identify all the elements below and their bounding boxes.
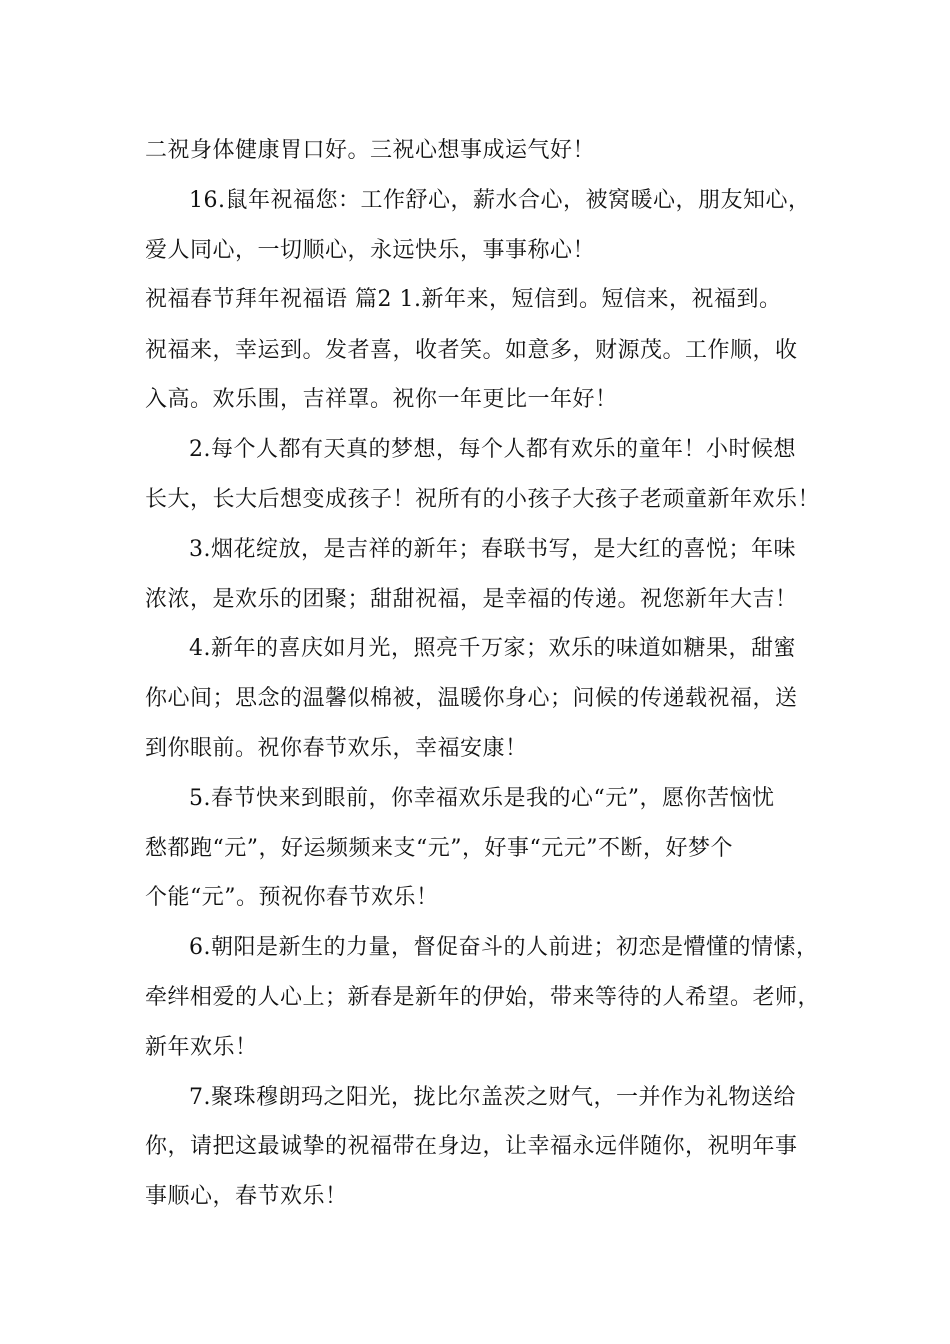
text-line: 愁都跑“元”，好运频频来支“元”，好事“元元”不断，好梦个 bbox=[145, 836, 733, 861]
text-line: 到你眼前。祝你春节欢乐，幸福安康！ bbox=[145, 736, 528, 761]
text-line: 长大，长大后想变成孩子！祝所有的小孩子大孩子老顽童新年欢乐！ bbox=[145, 487, 821, 512]
text-line: 16.鼠年祝福您：工作舒心，薪水合心，被窝暖心，朋友知心， bbox=[189, 188, 811, 213]
text-line: 二祝身体健康胃口好。三祝心想事成运气好！ bbox=[145, 138, 596, 163]
text-line: 6.朝阳是新生的力量，督促奋斗的人前进；初恋是懵懂的情愫， bbox=[189, 935, 819, 960]
text-line: 事顺心，春节欢乐！ bbox=[145, 1184, 348, 1209]
text-line: 4.新年的喜庆如月光，照亮千万家；欢乐的味道如糖果，甜蜜 bbox=[189, 636, 796, 661]
text-line: 7.聚珠穆朗玛之阳光，拢比尔盖茨之财气，一并作为礼物送给 bbox=[189, 1085, 796, 1110]
text-line: 牵绊相爱的人心上；新春是新年的伊始，带来等待的人希望。老师， bbox=[145, 985, 821, 1010]
text-line: 新年欢乐！ bbox=[145, 1035, 258, 1060]
text-line: 祝福春节拜年祝福语 篇2 1.新年来，短信到。短信来，祝福到。 bbox=[145, 287, 782, 312]
text-line: 你，请把这最诚挚的祝福带在身边，让幸福永远伴随你，祝明年事 bbox=[145, 1134, 798, 1159]
text-line: 爱人同心，一切顺心，永远快乐，事事称心！ bbox=[145, 238, 596, 263]
text-line: 浓浓，是欢乐的团聚；甜甜祝福，是幸福的传递。祝您新年大吉！ bbox=[145, 587, 798, 612]
text-line: 个能“元”。预祝你春节欢乐！ bbox=[145, 885, 439, 910]
text-line: 5.春节快来到眼前，你幸福欢乐是我的心“元”，愿你苦恼忧 bbox=[189, 786, 775, 811]
text-line: 入高。欢乐围，吉祥罩。祝你一年更比一年好！ bbox=[145, 387, 618, 412]
text-line: 2.每个人都有天真的梦想，每个人都有欢乐的童年！小时候想 bbox=[189, 437, 796, 462]
text-line: 3.烟花绽放，是吉祥的新年；春联书写，是大红的喜悦；年味 bbox=[189, 537, 796, 562]
text-line: 你心间；思念的温馨似棉被，温暖你身心；问候的传递载祝福，送 bbox=[145, 686, 798, 711]
text-line: 祝福来，幸运到。发者喜，收者笑。如意多，财源茂。工作顺，收 bbox=[145, 338, 798, 363]
